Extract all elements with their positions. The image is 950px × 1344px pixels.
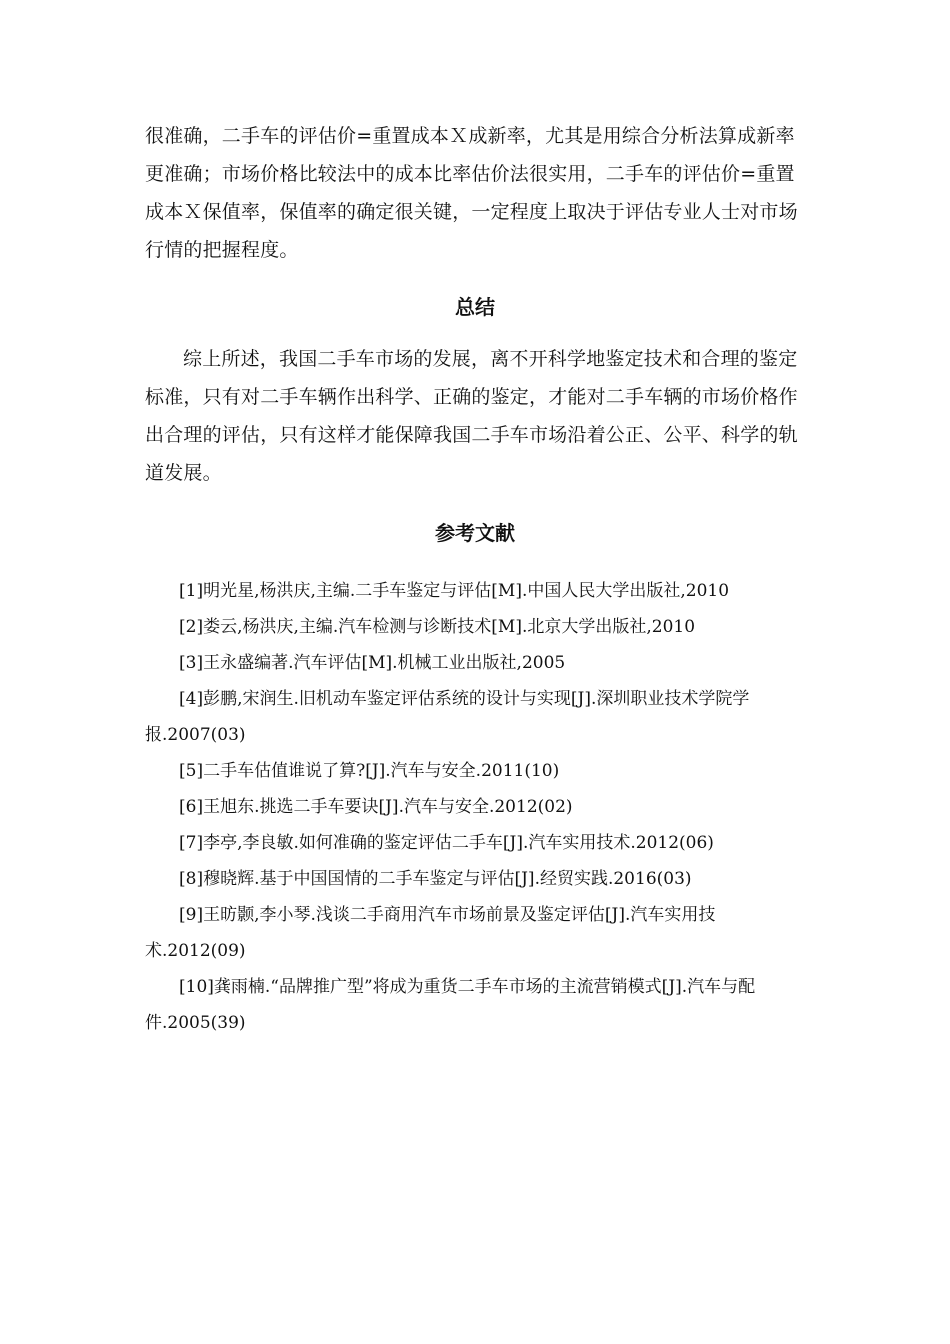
paragraph-text: 很准确，二手车的评估价=重置成本Ｘ成新率，尤其是用综合分析法算成新率更准确；市场价格比较法中的成本比率估价法很实用，二手车的评估价=重置成本Ｘ保值率，保值率的确定很关键，一定程度上取决于评估专业人士对市场行情的把握程度。 bbox=[145, 125, 798, 261]
references-list bbox=[145, 573, 810, 1041]
reference-item: [9]王昉颢,李小琴.浅谈二手商用汽车市场前景及鉴定评估[J].汽车实用技术.2012(09) bbox=[145, 905, 716, 961]
reference-item: [3]王永盛编著.汽车评估[M].机械工业出版社,2005 bbox=[179, 653, 566, 673]
summary-paragraph bbox=[145, 340, 810, 492]
continued-paragraph bbox=[145, 117, 810, 269]
summary-text: 综上所述，我国二手车市场的发展，离不开科学地鉴定技术和合理的鉴定标准，只有对二手车辆作出科学、正确的鉴定，才能对二手车辆的市场价格作出合理的评估，只有这样才能保障我国二手车市场沿着公正、公平、科学的轨道发展。 bbox=[145, 348, 798, 484]
reference-item: [1]明光星,杨洪庆,主编.二手车鉴定与评估[M].中国人民大学出版社,2010 bbox=[179, 581, 730, 601]
reference-item: [7]李亭,李良敏.如何准确的鉴定评估二手车[J].汽车实用技术.2012(06) bbox=[179, 833, 714, 853]
reference-item: [6]王旭东.挑选二手车要诀[J].汽车与安全.2012(02) bbox=[179, 797, 573, 817]
references-heading: 参考文献 bbox=[435, 521, 515, 545]
reference-item: [8]穆晓辉.基于中国国情的二手车鉴定与评估[J].经贸实践.2016(03) bbox=[179, 869, 692, 889]
summary-heading: 总结 bbox=[455, 295, 495, 319]
reference-item: [5]二手车估值谁说了算?[J].汽车与安全.2011(10) bbox=[179, 761, 560, 781]
reference-item: [2]娄云,杨洪庆,主编.汽车检测与诊断技术[M].北京大学出版社,2010 bbox=[179, 617, 696, 637]
reference-item: [4]彭鹏,宋润生.旧机动车鉴定评估系统的设计与实现[J].深圳职业技术学院学报.2007(03) bbox=[145, 689, 750, 745]
reference-item: [10]龚雨楠.“品牌推广型”将成为重货二手车市场的主流营销模式[J].汽车与配件.2005(39) bbox=[145, 977, 756, 1033]
